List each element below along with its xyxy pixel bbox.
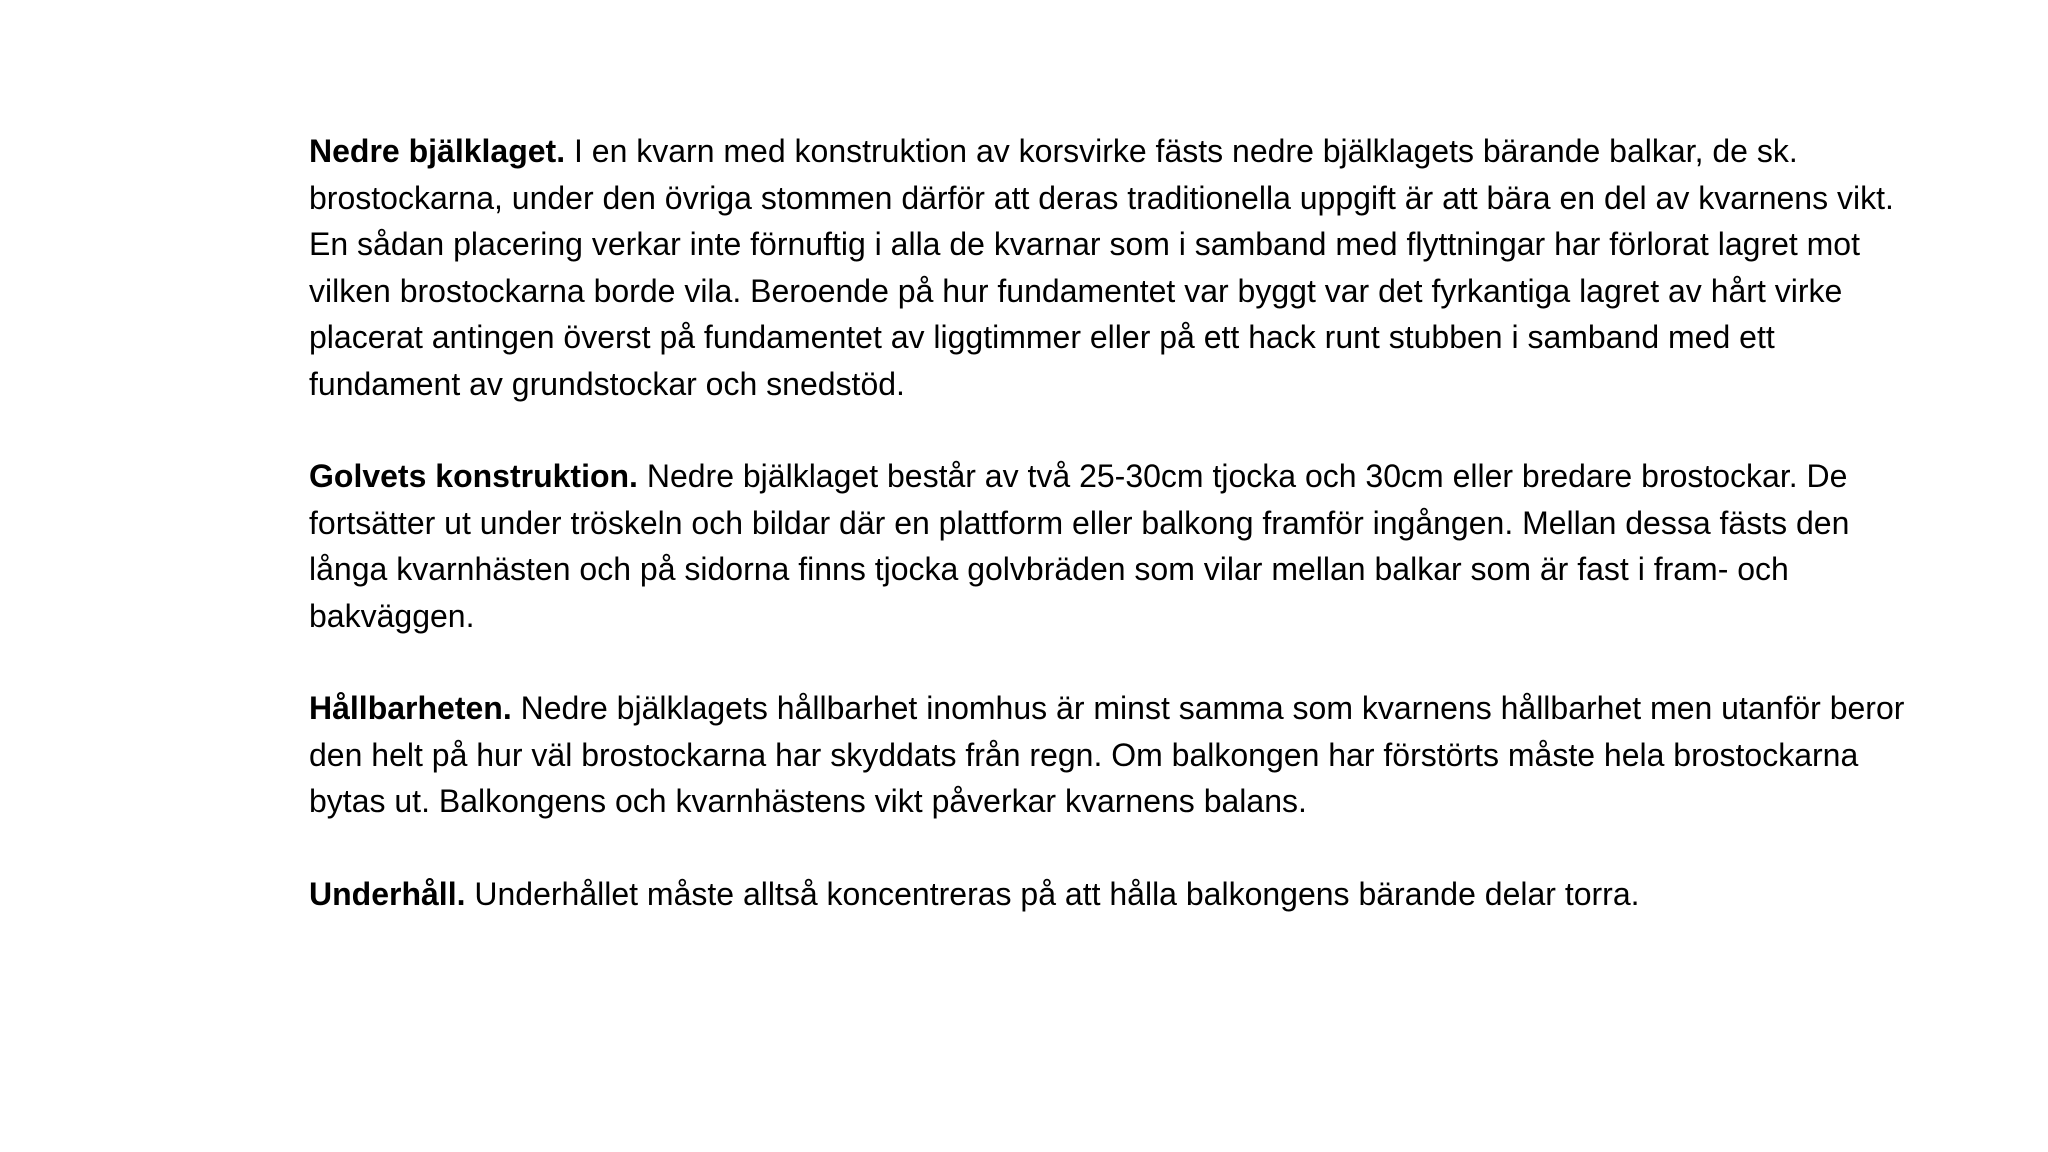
- paragraph-underhall: [309, 871, 1909, 918]
- paragraph-golvets-konstruktion: [309, 453, 1909, 639]
- paragraph-text: Underhållet måste alltså koncentreras på att hålla balkongens bärande delar torra.: [474, 875, 1640, 912]
- paragraph-heading: Underhåll.: [309, 875, 466, 912]
- paragraph-nedre-bjalklaget: [309, 128, 1909, 407]
- paragraph-text: Nedre bjälklaget består av två 25-30cm tjocka och 30cm eller bredare brostockar. De fortsätter ut under tröskeln och bildar där en plattform eller balkong framför ingången. Mellan dessa fästs den långa kvarnhästen och på sidorna finns tjocka golvbräden som vilar mellan balkar som är fast i fram- och bakväggen.: [309, 458, 1850, 634]
- document-body: [309, 128, 1909, 917]
- paragraph-heading: Golvets konstruktion.: [309, 458, 638, 494]
- paragraph-text: Nedre bjälklagets hållbarhet inomhus är minst samma som kvarnens hållbarhet men utanför beror den helt på hur väl brostockarna har skyddats från regn. Om balkongen har förstörts måste hela brostockarna bytas ut. Balkongens och kvarnhästens vikt påverkar kvarnens balans.: [309, 690, 1905, 819]
- paragraph-heading: Nedre bjälklaget.: [309, 133, 566, 169]
- paragraph-heading: Hållbarheten.: [309, 690, 512, 726]
- paragraph-text: I en kvarn med konstruktion av korsvirke fästs nedre bjälklagets bärande balkar, de sk. brostockarna, under den övriga stommen därför att deras traditionella uppgift är att bära en del av kvarnens vikt. En sådan placering verkar inte förnuftig i alla de kvarnar som i samband med flyttningar har förlorat lagret mot vilken brostockarna borde vila. Beroende på hur fundamentet var byggt var det fyrkantiga lagret av hårt virke placerat antingen överst på fundamentet av liggtimmer eller på ett hack runt stubben i samband med ett fundament av grundstockar och snedstöd.: [309, 133, 1894, 402]
- paragraph-hallbarheten: [309, 685, 1909, 825]
